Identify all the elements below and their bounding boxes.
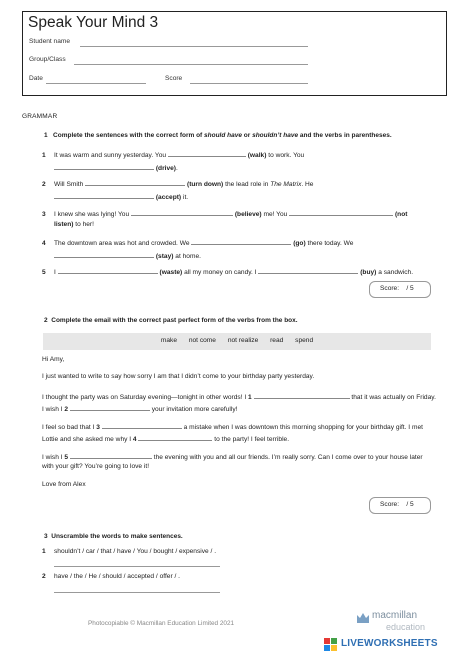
q3-item-2: 2 have / the / He / should / accepted / offer / . bbox=[42, 573, 180, 580]
brand-sub: education bbox=[386, 622, 426, 632]
watermark-text: LIVEWORKSHEETS bbox=[341, 638, 438, 649]
email-line-6: with your gift? You’re going to love it! bbox=[42, 463, 150, 470]
liveworksheets-watermark bbox=[324, 636, 444, 654]
q2-score-box: Score: / 5 bbox=[369, 497, 431, 514]
answer-line[interactable] bbox=[54, 566, 220, 567]
q1-score-box: Score: / 5 bbox=[369, 281, 431, 298]
answer-blank[interactable] bbox=[131, 208, 233, 216]
email-paragraph-1: I just wanted to write to say how sorry I am that I didn’t come to your birthday party yesterday. bbox=[42, 373, 315, 380]
date-label: Date bbox=[29, 75, 43, 82]
answer-line[interactable] bbox=[54, 592, 220, 593]
q1-item-3-cont: listen) to her! bbox=[54, 221, 94, 228]
date-field[interactable] bbox=[46, 83, 146, 84]
section-title: GRAMMAR bbox=[22, 113, 58, 120]
score-label: Score bbox=[165, 75, 183, 82]
q1-item-4: 4 The downtown area was hot and crowded. We (go) there today. We bbox=[42, 237, 353, 248]
word-make: make bbox=[160, 337, 177, 344]
group-class-label: Group/Class bbox=[29, 56, 66, 63]
answer-blank[interactable] bbox=[191, 237, 291, 245]
answer-blank[interactable] bbox=[168, 149, 246, 157]
answer-blank[interactable] bbox=[70, 451, 152, 459]
answer-blank[interactable] bbox=[70, 403, 150, 411]
answer-blank[interactable] bbox=[138, 433, 212, 441]
email-signoff: Love from Alex bbox=[42, 481, 86, 488]
word-not-realize: not realize bbox=[227, 337, 259, 344]
word-read: read bbox=[270, 337, 284, 344]
answer-blank[interactable] bbox=[54, 191, 154, 199]
answer-blank[interactable] bbox=[58, 266, 158, 274]
student-name-field[interactable] bbox=[80, 46, 308, 47]
email-line-3: I feel so bad that I 3 a mistake when I was downtown this morning shopping for your birthday gift. I met bbox=[42, 421, 423, 432]
group-class-field[interactable] bbox=[74, 64, 308, 65]
email-line-1: I thought the party was on Saturday evening—tonight in other words! I 1 that it was actually on Friday. bbox=[42, 391, 436, 402]
q1-item-3: 3 I knew she was lying! You (believe) me! You (not bbox=[42, 208, 407, 219]
worksheet-title: Speak Your Mind 3 bbox=[28, 14, 159, 31]
q3-instruction: 3 Unscramble the words to make sentences. bbox=[44, 533, 183, 540]
copyright-text: Photocopiable © Macmillan Education Limited 2021 bbox=[88, 620, 235, 627]
q1-instruction: 1 Complete the sentences with the correct form of should have or shouldn’t have and the verbs in parentheses. bbox=[44, 132, 392, 139]
answer-blank[interactable] bbox=[54, 250, 154, 258]
email-line-2: I wish I 2 your invitation more carefully! bbox=[42, 403, 238, 414]
q1-number: 1 bbox=[44, 132, 48, 139]
answer-blank[interactable] bbox=[258, 266, 358, 274]
q1-item-2: 2 Will Smith (turn down) the lead role in The Matrix. He bbox=[42, 178, 313, 189]
answer-blank[interactable] bbox=[254, 391, 350, 399]
q1-item-1: 1 It was warm and sunny yesterday. You (walk) to work. You bbox=[42, 149, 304, 160]
q3-item-1: 1 shouldn’t / car / that / have / You / bought / expensive / . bbox=[42, 548, 217, 555]
email-greeting: Hi Amy, bbox=[42, 356, 65, 363]
score-field[interactable] bbox=[190, 83, 308, 84]
email-line-5: I wish I 5 the evening with you and all our friends. I’m really sorry. Can I come over to your house later bbox=[42, 451, 423, 462]
q1-item-4-cont: (stay) at home. bbox=[54, 250, 201, 261]
macmillan-logo-icon bbox=[356, 611, 370, 625]
macmillan-logo bbox=[356, 611, 370, 629]
student-name-label: Student name bbox=[29, 38, 71, 45]
word-box bbox=[43, 333, 431, 350]
q1-item-2-cont: (accept) it. bbox=[54, 191, 188, 202]
word-spend: spend bbox=[295, 337, 314, 344]
q2-instruction: 2 Complete the email with the correct past perfect form of the verbs from the box. bbox=[44, 317, 298, 324]
answer-blank[interactable] bbox=[85, 178, 185, 186]
word-not-come: not come bbox=[188, 337, 216, 344]
answer-blank[interactable] bbox=[289, 208, 393, 216]
answer-blank[interactable] bbox=[102, 421, 182, 429]
q1-item-5: 5 I (waste) all my money on candy. I (buy) a sandwich. bbox=[42, 266, 413, 277]
q1-item-1-cont: (drive). bbox=[54, 162, 178, 173]
email-line-4: Lottie and she asked me why I 4 to the party! I feel terrible. bbox=[42, 433, 289, 444]
answer-blank[interactable] bbox=[54, 162, 154, 170]
liveworksheets-logo-icon bbox=[324, 638, 338, 652]
brand-name: macmillan bbox=[372, 610, 418, 621]
